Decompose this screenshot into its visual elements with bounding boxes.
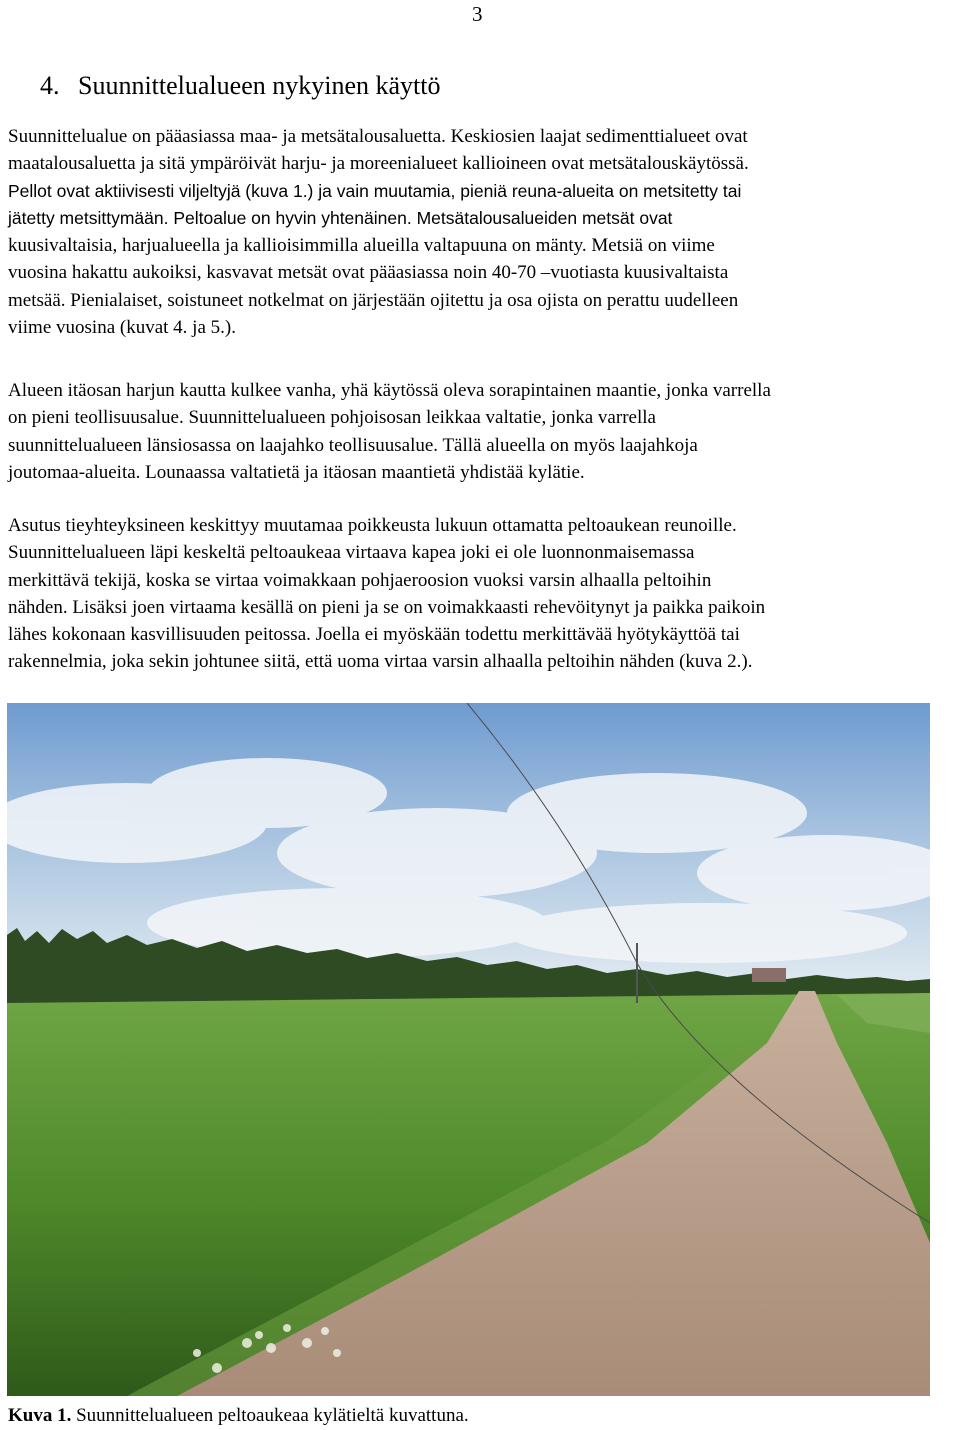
section-number: 4.	[40, 71, 60, 100]
text-line: Suunnittelualueen läpi keskeltä peltoaukeaa virtaava kapea joki ei ole luonnonmaisemassa	[8, 542, 695, 564]
text-line: merkittävä tekijä, koska se virtaa voimakkaan pohjaeroosion vuoksi varsin alhaalla peltoihin	[8, 569, 712, 591]
text-line: Alueen itäosan harjun kautta kulkee vanha, yhä käytössä oleva sorapintainen maantie, jonka varrella	[8, 380, 771, 401]
paragraph-land-use	[8, 123, 958, 341]
text-line: Asutus tieyhteyksineen keskittyy muutamaa poikkeusta lukuun ottamatta peltoaukean reunoille.	[8, 515, 737, 536]
text-line: maatalousaluetta ja sitä ympäröivät harju- ja moreenialueet kallioineen ovat metsätalouskäytössä.	[8, 153, 749, 175]
text-line: lähes kokonaan kasvillisuuden peitossa. Joella ei myöskään todettu merkittävää hyötykäyttöä tai	[8, 624, 740, 646]
section-title: Suunnittelualueen nykyinen käyttö	[78, 71, 441, 100]
caption-text: Suunnittelualueen peltoaukeaa kylätieltä kuvattuna.	[71, 1405, 469, 1426]
text-line: nähden. Lisäksi joen virtaama kesällä on pieni ja se on voimakkaasti rehevöitynyt ja paikka paikoin	[8, 596, 766, 618]
figure-caption	[8, 1403, 469, 1429]
text-line: suunnittelualueen länsiosassa on laajahko teollisuusalue. Tällä alueella on myös laajahkoja	[8, 434, 698, 456]
text-line: on pieni teollisuusalue. Suunnittelualueen pohjoisosan leikkaa valtatie, jonka varrella	[8, 407, 656, 429]
text-line: kuusivaltaisia, harjualueella ja kallioisimmilla alueilla valtapuuna on mänty. Metsiä on viime	[8, 235, 715, 257]
section-heading	[40, 70, 441, 102]
text-line: viime vuosina (kuvat 4. ja 5.).	[8, 317, 236, 339]
text-line: vuosina hakattu aukoiksi, kasvavat metsät ovat pääasiassa noin 40-70 –vuotiasta kuusivaltaista	[8, 262, 729, 284]
text-line: Pellot ovat aktiivisesti viljeltyjä (kuva 1.) ja vain muutamia, pieniä reuna-alueita on metsitetty tai	[8, 180, 742, 201]
page-number: 3	[472, 2, 483, 26]
text-line: metsää. Pienialaiset, soistuneet notkelmat on järjestään ojitettu ja osa ojista on perattu uudelleen	[8, 289, 739, 311]
field-photo	[7, 703, 930, 1396]
barn	[752, 968, 786, 982]
paragraph-settlement	[8, 512, 958, 676]
text-line: joutomaa-alueita. Lounaassa valtatietä ja itäosan maantietä yhdistää kylätie.	[8, 461, 585, 483]
caption-label: Kuva 1.	[8, 1405, 72, 1426]
paragraph-roads	[8, 377, 958, 486]
text-line: Suunnittelualue on pääasiassa maa- ja metsätalousaluetta. Keskiosien laajat sedimenttialueet ovat	[8, 126, 748, 147]
text-line: rakennelmia, joka sekin johtunee siitä, että uoma virtaa varsin alhaalla peltoihin nähden (kuva 2.).	[8, 651, 753, 673]
text-line: jätetty metsittymään. Peltoalue on hyvin yhtenäinen. Metsätalousalueiden metsät ovat	[8, 207, 673, 228]
